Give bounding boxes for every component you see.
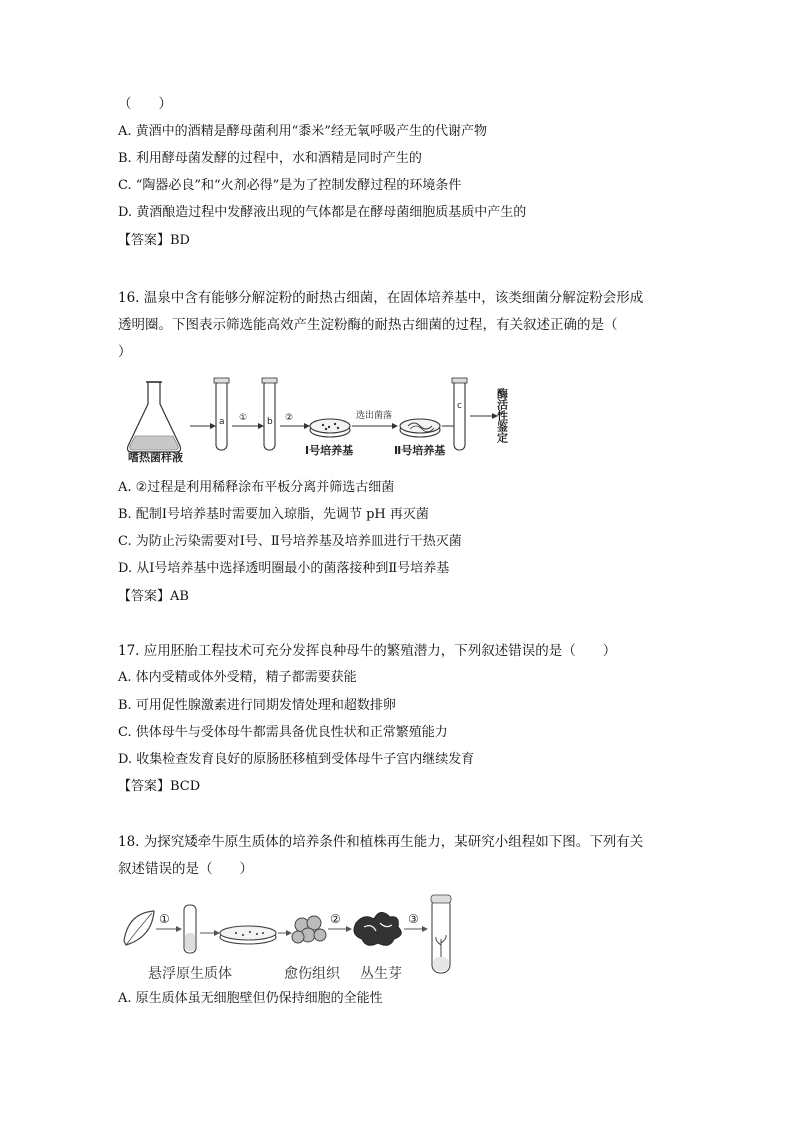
petri-dish-1-icon	[310, 419, 350, 437]
step-1-label: ①	[159, 912, 170, 926]
q18-stem-line-1: 18. 为探究矮牵牛原生质体的培养条件和植株再生能力，某研究小组程如下图。下列有关	[118, 834, 644, 850]
test-tube-icon	[184, 905, 196, 953]
clustered-buds-icon	[354, 912, 401, 945]
step-3-label: ③	[408, 912, 419, 926]
q17-stem: 17. 应用胚胎工程技术可充分发挥良种母牛的繁殖潜力，下列叙述错误的是（ ）	[118, 643, 617, 659]
q16-stem-line-3: ）	[118, 344, 132, 360]
q15-stem-tail: （ ）	[118, 96, 172, 112]
test-tube-b-icon	[262, 378, 277, 450]
test-tube-a-icon	[214, 378, 229, 450]
q15-option-a: A. 黄酒中的酒精是酵母菌利用“黍米”经无氧呼吸产生的代谢产物	[118, 124, 487, 139]
callus-label: 愈伤组织	[284, 966, 340, 982]
callus-icon	[292, 916, 326, 943]
leaf-icon	[124, 911, 154, 945]
q16-option-a: A. ②过程是利用稀释涂布平板分离并筛选古细菌	[118, 480, 395, 495]
q16-option-d: D. 从Ⅰ号培养基中选择透明圈最小的菌落接种到Ⅱ号培养基	[118, 561, 450, 576]
buds-label: 丛生芽	[360, 966, 402, 982]
q17-option-a: A. 体内受精或体外受精，精子都需要获能	[118, 670, 357, 685]
plate-1-label: Ⅰ号培养基	[305, 444, 354, 457]
q17-option-c: C. 供体母牛与受体母牛都需具备优良性状和正常繁殖能力	[118, 725, 448, 740]
q15-answer: 【答案】BD	[118, 233, 190, 248]
test-tube-c-icon	[452, 378, 467, 450]
q17-option-d: D. 收集检查发育良好的原肠胚移植到受体母牛子宫内继续发育	[118, 752, 475, 767]
q17-answer: 【答案】BCD	[118, 779, 201, 794]
q16-option-c: C. 为防止污染需要对Ⅰ号、Ⅱ号培养基及培养皿进行干热灭菌	[118, 534, 462, 549]
q16-screening-diagram	[118, 372, 538, 464]
enzyme-activity-label: 酶活性鉴定	[495, 388, 509, 443]
q18-option-a: A. 原生质体虽无细胞壁但仍保持细胞的全能性	[118, 991, 383, 1006]
tube-c-label: c	[457, 401, 462, 411]
select-colony-label: 选出菌落	[356, 411, 393, 421]
q18-regeneration-diagram	[118, 893, 468, 985]
flask-icon	[128, 382, 181, 452]
q18-stem-line-2: 叙述错误的是（ ）	[118, 861, 253, 877]
q15-option-b: B. 利用酵母菌发酵的过程中，水和酒精是同时产生的	[118, 151, 422, 166]
step-2-label: ②	[330, 912, 341, 926]
plantlet-tube-icon	[431, 895, 451, 973]
q16-stem-line-2: 透明圈。下图表示筛选能高效产生淀粉酶的耐热古细菌的过程，有关叙述正确的是（	[118, 317, 618, 333]
tube-a-label: a	[219, 417, 225, 427]
q16-answer: 【答案】AB	[118, 589, 189, 604]
culture-dish-icon	[220, 926, 276, 944]
petri-dish-2-icon	[400, 419, 440, 437]
q17-option-b: B. 可用促性腺激素进行同期发情处理和超数排卵	[118, 698, 396, 713]
q15-option-d: D. 黄酒酿造过程中发酵液出现的气体都是在酵母菌细胞质基质中产生的	[118, 205, 527, 220]
plate-2-label: Ⅱ号培养基	[394, 444, 446, 457]
protoplast-label: 悬浮原生质体	[148, 966, 232, 982]
q16-option-b: B. 配制Ⅰ号培养基时需要加入琼脂，先调节 pH 再灭菌	[118, 507, 429, 522]
q16-stem-line-1: 16. 温泉中含有能够分解淀粉的耐热古细菌，在固体培养基中，该类细菌分解淀粉会形成	[118, 290, 644, 306]
step-2-label: ②	[285, 413, 294, 423]
step-1-label: ①	[239, 413, 248, 423]
q15-option-c: C. “陶器必良”和“火剂必得”是为了控制发酵过程的环境条件	[118, 178, 462, 193]
tube-b-label: b	[267, 417, 273, 427]
flask-label: 嗜热菌样液	[128, 451, 183, 464]
